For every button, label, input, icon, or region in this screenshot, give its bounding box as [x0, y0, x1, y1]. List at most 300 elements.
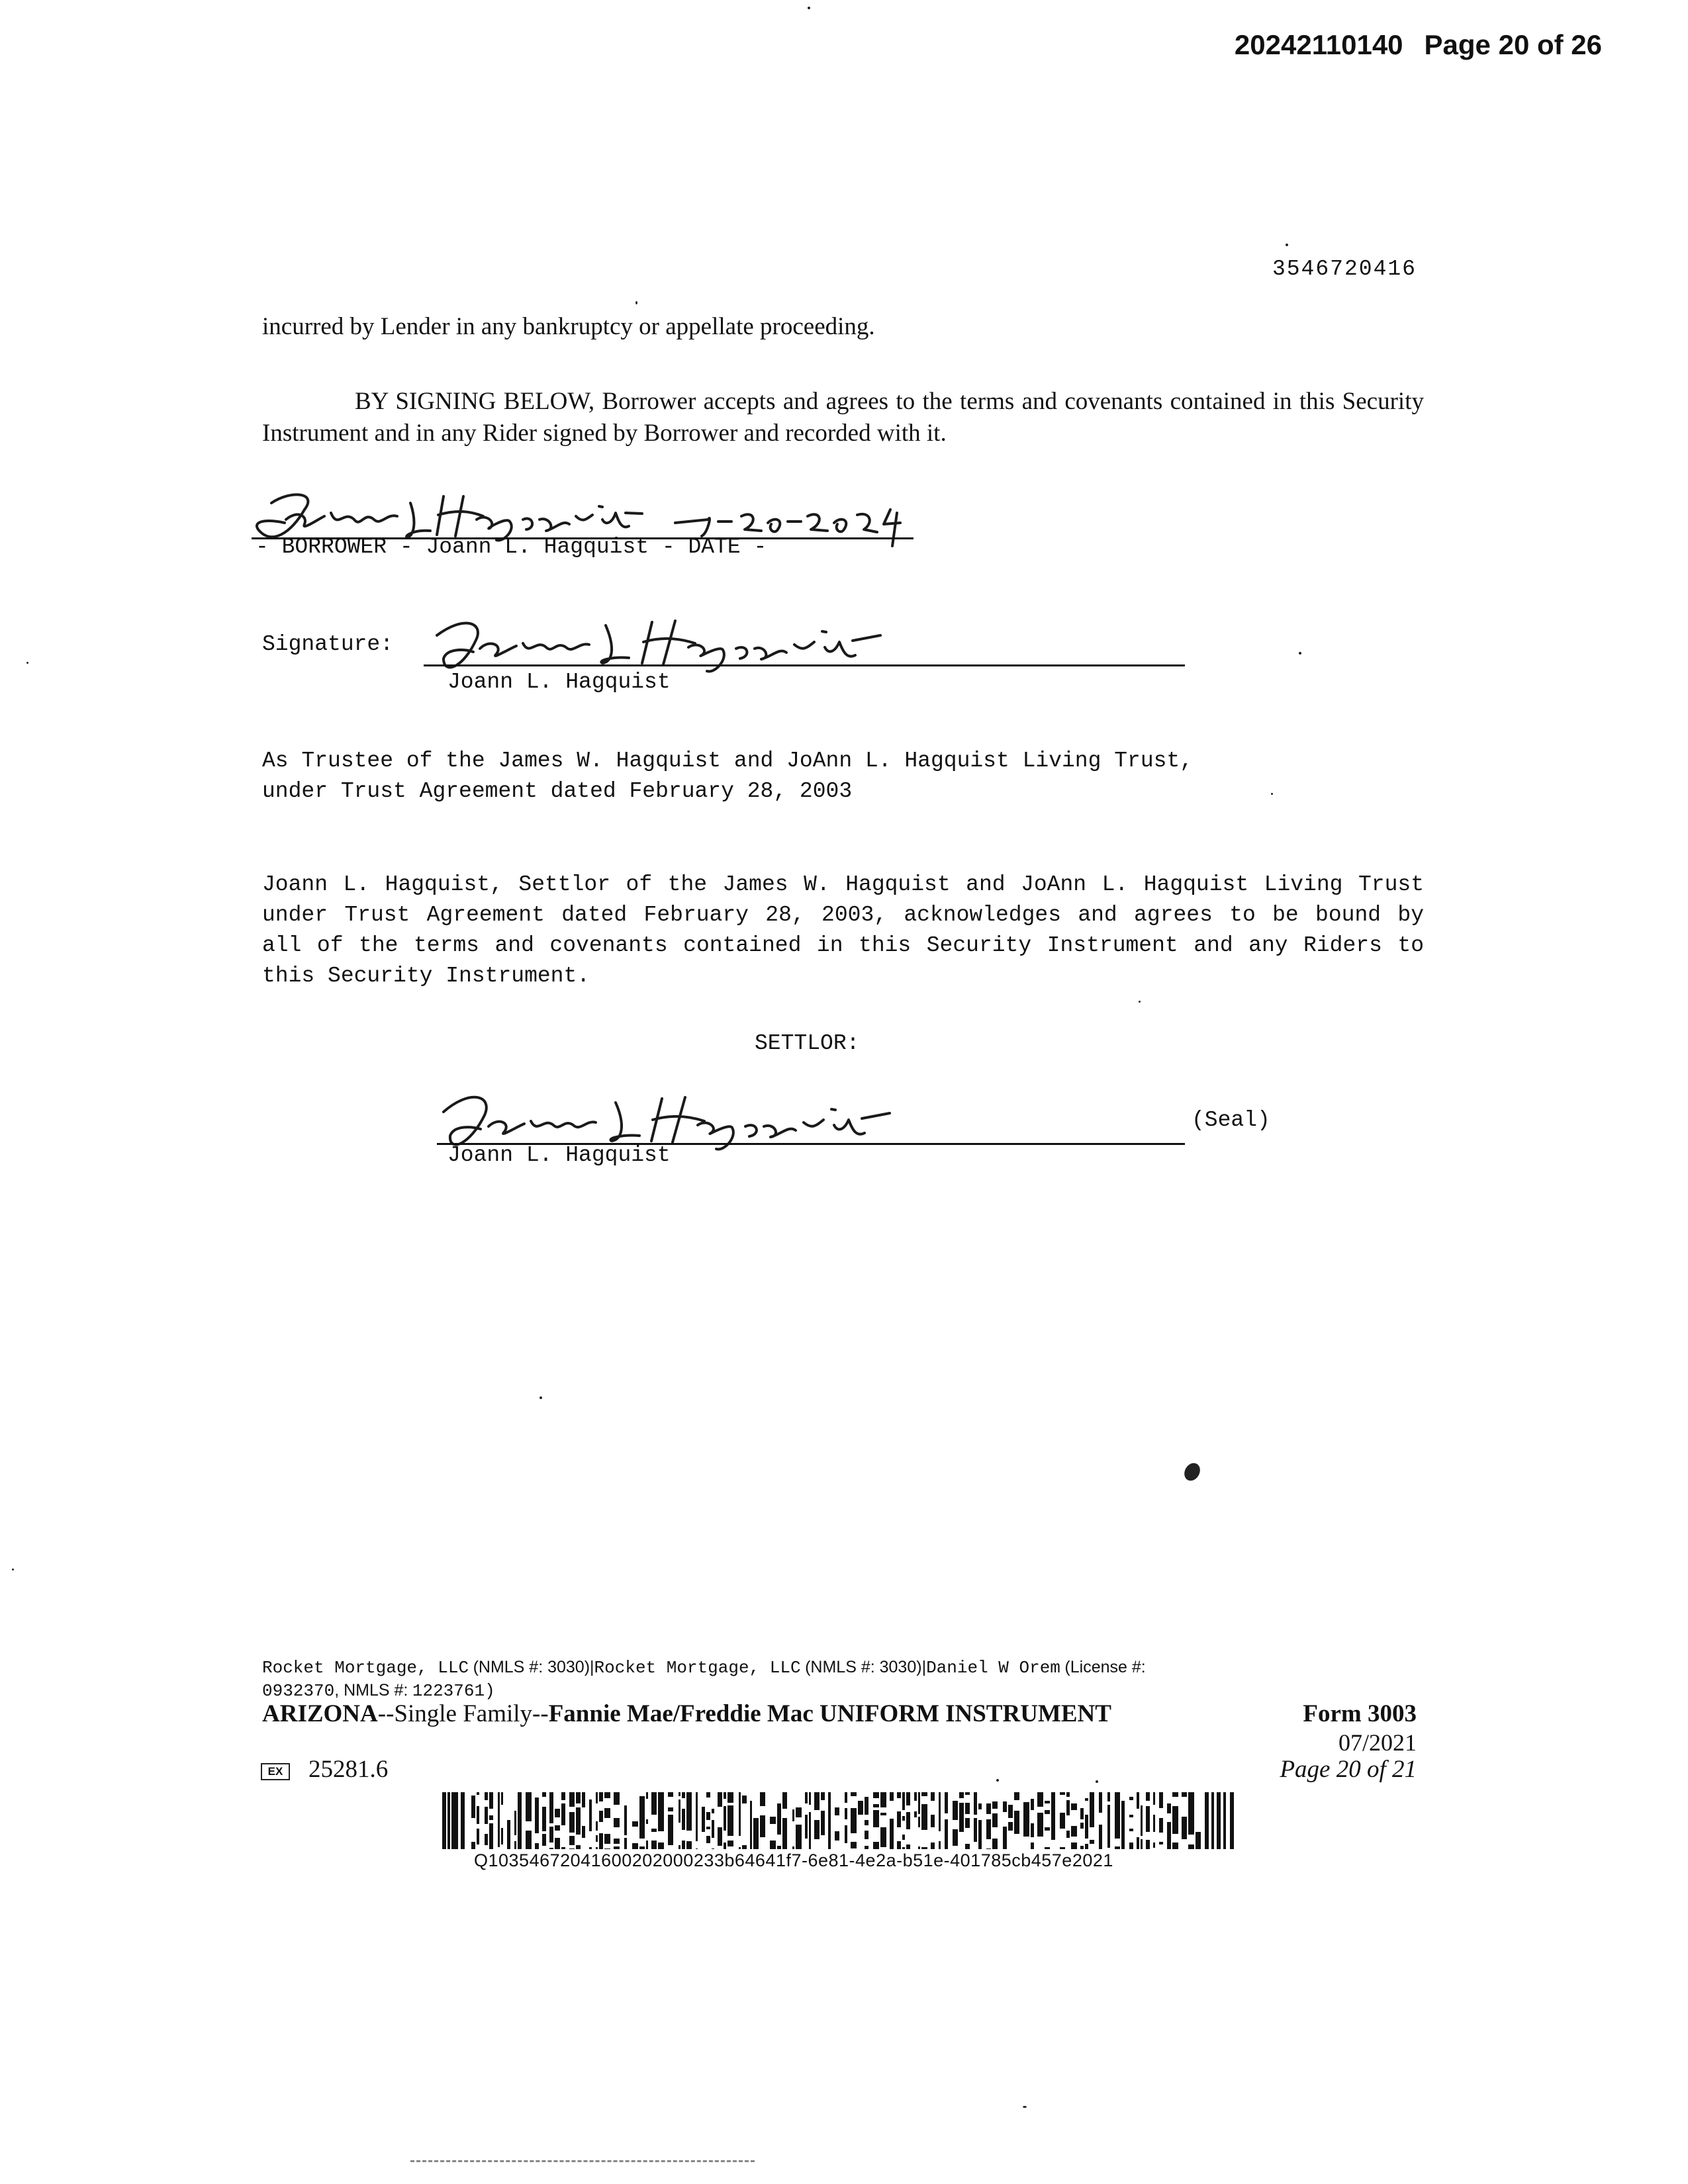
barcode-bar — [1121, 1822, 1125, 1825]
barcode-bar — [753, 1827, 759, 1836]
form-title — [262, 1700, 1111, 1728]
barcode-bar — [1066, 1831, 1070, 1835]
barcode-bar — [599, 1795, 603, 1801]
barcode-bar — [873, 1817, 879, 1827]
barcode-bar — [549, 1830, 553, 1838]
barcode-bar — [782, 1818, 787, 1824]
barcode-bar — [514, 1819, 516, 1825]
barcode-bar — [1099, 1825, 1102, 1835]
barcode-bar — [576, 1827, 581, 1835]
ex-badge-icon: EX — [261, 1763, 290, 1780]
barcode-bar — [1153, 1843, 1155, 1848]
barcode-bar — [1205, 1792, 1209, 1849]
barcode-bar — [639, 1815, 645, 1820]
barcode-bar — [1141, 1839, 1143, 1849]
barcode-bar — [865, 1846, 868, 1848]
barcode-bar — [918, 1825, 920, 1827]
barcode-bar — [992, 1824, 998, 1827]
barcode-bar — [718, 1843, 722, 1846]
barcode-bar — [742, 1845, 747, 1849]
barcode-bar — [549, 1807, 553, 1813]
barcode-bar — [939, 1841, 941, 1849]
form-number: Form 3003 — [1303, 1700, 1417, 1727]
barcode-bar — [1146, 1792, 1150, 1801]
barcode-bar — [1003, 1833, 1007, 1844]
footer-lender-info — [262, 1656, 1427, 1702]
barcode-bar — [712, 1827, 714, 1831]
barcode-bar — [858, 1812, 863, 1815]
barcode-bar — [1031, 1829, 1034, 1837]
barcode-bar — [880, 1795, 886, 1800]
barcode-bar — [809, 1827, 811, 1830]
barcode-bar — [845, 1830, 847, 1835]
barcode-bar — [447, 1792, 450, 1849]
barcode-bar — [1014, 1811, 1019, 1817]
form-title-instrument: Fannie Mae/Freddie Mac UNIFORM INSTRUMENT — [548, 1700, 1111, 1727]
barcode-bar — [526, 1837, 532, 1848]
barcode-bar — [696, 1797, 698, 1806]
barcode-bar — [1085, 1823, 1088, 1827]
barcode-bar — [777, 1803, 781, 1810]
barcode-bar — [835, 1831, 839, 1841]
barcode-bar — [835, 1807, 839, 1815]
barcode-bar — [959, 1812, 964, 1817]
barcode-bar — [696, 1815, 698, 1819]
barcode-bar — [696, 1832, 698, 1836]
barcode-bar — [658, 1792, 664, 1797]
ink-blot — [1181, 1460, 1203, 1483]
barcode-bar — [639, 1829, 645, 1839]
barcode-bar — [851, 1824, 857, 1833]
barcode-bar — [514, 1811, 516, 1819]
barcode-bar — [1129, 1829, 1133, 1831]
barcode-bar — [805, 1792, 808, 1803]
barcode-bar — [518, 1792, 522, 1803]
barcode-bar — [921, 1804, 927, 1807]
barcode-bar — [686, 1818, 692, 1827]
barcode-bar — [596, 1828, 598, 1831]
barcode-bar — [589, 1815, 592, 1825]
barcode-bar — [471, 1813, 475, 1818]
barcode-bar — [1080, 1846, 1084, 1849]
barcode-bar — [1141, 1817, 1143, 1829]
barcode-bar — [1031, 1843, 1034, 1849]
barcode-bar — [750, 1812, 752, 1821]
barcode-bar — [576, 1845, 581, 1849]
barcode-bar — [518, 1809, 522, 1820]
barcode-bar — [526, 1805, 532, 1815]
barcode-bar — [965, 1803, 970, 1809]
barcode-bar — [561, 1819, 565, 1825]
barcode-bar — [485, 1807, 488, 1815]
barcode-bar — [561, 1809, 565, 1819]
barcode-bar — [809, 1812, 811, 1816]
barcode-bar — [604, 1792, 610, 1798]
barcode-bar — [599, 1811, 603, 1822]
originator-nmls-label: , NMLS #: — [334, 1681, 408, 1700]
barcode-bar — [739, 1847, 741, 1849]
barcode-bar — [589, 1825, 592, 1831]
barcode-bar — [485, 1815, 488, 1824]
barcode-bar — [561, 1803, 565, 1809]
barcode-bar — [1051, 1802, 1055, 1812]
barcode-bar — [1066, 1804, 1070, 1815]
barcode-bar — [569, 1824, 575, 1833]
barcode-bar — [1045, 1827, 1050, 1831]
scan-speck — [26, 662, 28, 664]
barcode-bar — [809, 1796, 811, 1805]
barcode-bar — [1090, 1792, 1094, 1801]
barcode-bar — [498, 1797, 500, 1802]
barcode-bar — [668, 1792, 673, 1797]
barcode-bar — [596, 1821, 598, 1828]
barcode-bar — [902, 1792, 905, 1803]
lender-1-name: Rocket Mortgage, LLC — [262, 1658, 469, 1678]
barcode-bar — [1167, 1844, 1171, 1849]
barcode-bar — [1003, 1829, 1007, 1833]
license-label: (License #: — [1064, 1658, 1146, 1676]
barcode-bar — [724, 1806, 726, 1815]
barcode-bar — [485, 1834, 488, 1837]
barcode-bar — [1066, 1800, 1070, 1804]
barcode-bar — [1121, 1801, 1125, 1812]
barcode-bar — [906, 1812, 910, 1819]
barcode-bar — [1099, 1839, 1102, 1849]
barcode-bar — [1196, 1832, 1201, 1836]
barcode-bar — [639, 1805, 645, 1815]
barcode-bar — [821, 1792, 825, 1800]
barcode-bar — [1172, 1846, 1178, 1849]
barcode-bar — [851, 1813, 857, 1824]
barcode-bar — [953, 1833, 958, 1836]
barcode-bar — [986, 1830, 991, 1839]
barcode-bar — [646, 1841, 648, 1844]
barcode-bar — [477, 1829, 479, 1840]
barcode-bar — [931, 1843, 935, 1849]
barcode-bar — [1188, 1797, 1194, 1807]
barcode-bar — [782, 1824, 787, 1829]
barcode-bar — [1159, 1799, 1163, 1808]
barcode-bar — [614, 1792, 620, 1797]
barcode-bar — [1107, 1843, 1110, 1848]
barcode-bar — [1146, 1815, 1150, 1823]
barcode-bar — [760, 1792, 765, 1803]
barcode-bar — [596, 1792, 598, 1799]
barcode-bar — [1037, 1813, 1043, 1823]
barcode-bar — [518, 1827, 522, 1837]
barcode-bar — [814, 1792, 820, 1803]
barcode-bar — [507, 1827, 510, 1829]
barcode-bar — [686, 1805, 692, 1810]
barcode-bar — [646, 1819, 648, 1824]
barcode-bar — [724, 1843, 726, 1849]
barcode-bar — [974, 1818, 977, 1821]
barcode-bar — [1080, 1823, 1084, 1829]
barcode-bar — [498, 1815, 500, 1818]
barcode-bar — [974, 1801, 977, 1808]
barcode-bar — [658, 1843, 664, 1846]
barcode-bar — [880, 1792, 886, 1795]
barcode-bar — [471, 1802, 475, 1805]
barcode-bar — [845, 1796, 847, 1803]
barcode-bar — [782, 1829, 787, 1833]
barcode-bar — [489, 1792, 493, 1799]
barcode-bar — [739, 1792, 741, 1797]
barcode-bar — [931, 1792, 935, 1796]
barcode-bar — [1099, 1835, 1102, 1839]
barcode-bar — [792, 1813, 794, 1821]
barcode-bar — [658, 1797, 664, 1805]
barcode-bar — [1107, 1823, 1110, 1833]
barcode-bar — [724, 1818, 726, 1828]
barcode-bar — [535, 1825, 539, 1833]
barcode-bar — [526, 1792, 532, 1799]
barcode-bar — [939, 1820, 941, 1831]
scan-speck — [1271, 793, 1273, 795]
barcode-bar — [796, 1845, 802, 1849]
barcode-bar — [1188, 1807, 1194, 1812]
barcode-bar — [646, 1792, 648, 1799]
barcode-bar — [1172, 1843, 1178, 1846]
barcode-bar — [796, 1836, 802, 1845]
barcode-bar — [959, 1792, 964, 1798]
barcode-bar — [742, 1796, 747, 1803]
barcode-bar — [518, 1844, 522, 1849]
barcode-bar — [1129, 1843, 1133, 1849]
barcode-bar — [1141, 1805, 1143, 1812]
barcode-bar — [1167, 1835, 1171, 1841]
barcode-bar — [914, 1811, 917, 1817]
barcode-bar — [596, 1835, 598, 1842]
barcode-bar — [727, 1792, 733, 1803]
barcode-bar — [777, 1821, 781, 1824]
barcode-bar — [953, 1801, 958, 1811]
barcode-bar — [582, 1792, 585, 1803]
barcode-bar — [501, 1792, 503, 1796]
barcode-bar — [873, 1804, 879, 1807]
barcode-bar — [1066, 1792, 1070, 1797]
barcode-bar — [712, 1820, 714, 1827]
barcode-bar — [1167, 1822, 1171, 1827]
scan-speck — [1096, 1780, 1098, 1783]
barcode-bar — [992, 1813, 998, 1818]
lender-2-nmls: (NMLS #: 3030) — [805, 1658, 922, 1676]
barcode-bar — [658, 1816, 664, 1822]
barcode-bar — [851, 1808, 857, 1813]
barcode-bar — [1071, 1843, 1077, 1849]
barcode-bar — [1153, 1792, 1155, 1801]
barcode-bar — [845, 1792, 847, 1796]
barcode-bar — [569, 1803, 575, 1807]
barcode-bar — [535, 1797, 539, 1809]
barcode-bar — [542, 1807, 546, 1816]
barcode-bar — [696, 1826, 698, 1832]
barcode-bar — [1172, 1792, 1178, 1797]
barcode-bar — [1121, 1812, 1125, 1822]
closing-paren: ) — [485, 1681, 495, 1701]
barcode-bar — [865, 1808, 868, 1815]
barcode-bar — [569, 1843, 575, 1845]
barcode-bar — [679, 1806, 680, 1813]
barcode-bar — [589, 1799, 592, 1803]
barcode-bar — [792, 1846, 794, 1849]
barcode-bar — [1085, 1836, 1088, 1839]
barcode-bar — [639, 1796, 645, 1805]
barcode-bar — [986, 1803, 991, 1814]
barcode-bar — [624, 1821, 627, 1827]
barcode-bar — [753, 1818, 759, 1827]
trustee-capacity-text: As Trustee of the James W. Hagquist and JoAnn L. Hagquist Living Trust, under Trust Agreement dated February 28, 2003 — [262, 749, 1194, 803]
barcode-bar — [1051, 1820, 1055, 1830]
barcode-bar — [682, 1822, 685, 1830]
barcode-bar — [739, 1831, 741, 1836]
barcode-bar — [604, 1848, 610, 1849]
barcode-bar — [651, 1811, 657, 1815]
barcode-bar — [1008, 1822, 1013, 1826]
barcode-bar — [1037, 1823, 1043, 1826]
barcode-bar — [582, 1803, 585, 1807]
barcode-bar — [777, 1810, 781, 1821]
barcode-bar — [576, 1807, 581, 1817]
barcode-bar — [1159, 1818, 1163, 1822]
barcode-text: Q10354672041600202000233b64641f7-6e81-4e2a-b51e-401785cb457e2021 — [474, 1850, 1113, 1870]
barcode-bar — [1031, 1823, 1034, 1826]
barcode-bar — [658, 1822, 664, 1831]
barcode-bar — [959, 1817, 964, 1829]
barcode-bar — [921, 1817, 927, 1824]
barcode-bar — [471, 1805, 475, 1813]
barcode-bar — [686, 1792, 692, 1802]
barcode-bar — [921, 1807, 927, 1817]
barcode-bar — [718, 1801, 722, 1807]
barcode-bar — [1031, 1826, 1034, 1829]
barcode-bar — [865, 1797, 868, 1808]
barcode-bar — [1085, 1815, 1088, 1823]
barcode-bar — [706, 1812, 710, 1820]
barcode-bar — [542, 1843, 546, 1846]
barcode-bar — [805, 1815, 808, 1823]
barcode-bar — [880, 1813, 886, 1815]
barcode-bar — [686, 1802, 692, 1805]
form-code: 25281.6 — [308, 1756, 389, 1783]
barcode-bar — [489, 1833, 493, 1844]
barcode-bar — [828, 1811, 831, 1820]
barcode-bar — [569, 1836, 575, 1843]
loan-number: 3546720416 — [1272, 257, 1417, 281]
barcode-bar — [489, 1844, 493, 1849]
barcode-bar — [686, 1841, 692, 1849]
barcode-bar — [921, 1824, 927, 1830]
barcode-bar — [604, 1834, 610, 1841]
barcode-bar — [498, 1826, 500, 1829]
barcode-bar — [501, 1796, 503, 1805]
form-date: 07/2021 — [1338, 1729, 1417, 1756]
scan-edge-mark — [410, 2160, 755, 2162]
barcode-bar — [828, 1803, 831, 1811]
barcode-bar — [549, 1827, 553, 1830]
barcode-bar — [596, 1847, 598, 1849]
barcode-bar — [518, 1803, 522, 1809]
barcode-bar — [1071, 1803, 1077, 1810]
barcode-bar — [1014, 1820, 1019, 1825]
barcode-bar — [902, 1847, 905, 1849]
barcode-bar — [918, 1803, 920, 1814]
barcode-bar — [624, 1838, 627, 1843]
settlor-label: SETTLOR: — [755, 1031, 860, 1056]
barcode-bar — [1003, 1827, 1007, 1829]
barcode-bar — [599, 1839, 603, 1849]
barcode-bar — [959, 1803, 964, 1812]
barcode-bar — [651, 1829, 657, 1832]
body-paragraph-1: incurred by Lender in any bankruptcy or appellate proceeding. — [262, 313, 875, 340]
barcode-bar — [890, 1831, 894, 1841]
barcode-bar — [770, 1817, 776, 1819]
barcode-bar — [582, 1826, 585, 1831]
barcode-bar — [718, 1792, 722, 1801]
barcode-bar — [906, 1819, 910, 1825]
barcode-bar — [914, 1792, 917, 1801]
barcode-bar — [702, 1820, 705, 1829]
barcode-bar — [809, 1830, 811, 1836]
barcode-bar — [471, 1796, 475, 1802]
barcode-bar — [706, 1836, 710, 1843]
barcode-bar — [770, 1841, 776, 1849]
barcode-bar — [549, 1848, 553, 1849]
scan-speck — [635, 301, 637, 304]
barcode-bar — [696, 1836, 698, 1841]
barcode-bar — [651, 1792, 657, 1803]
barcode-bar — [978, 1839, 982, 1849]
barcode-bar — [599, 1833, 603, 1839]
barcode-bar — [821, 1811, 825, 1821]
barcode-bar — [792, 1809, 794, 1813]
barcode-bar — [526, 1815, 532, 1821]
barcode-bar — [978, 1803, 982, 1809]
barcode-bar — [1230, 1792, 1234, 1849]
barcode-bar — [1211, 1792, 1214, 1849]
barcode-bar — [953, 1811, 958, 1820]
barcode-bar — [821, 1833, 825, 1835]
barcode-bar — [686, 1810, 692, 1818]
barcode-bar — [992, 1805, 998, 1809]
barcode-bar — [1196, 1847, 1201, 1849]
barcode-bar — [569, 1819, 575, 1824]
barcode-bar — [821, 1829, 825, 1833]
barcode-bar — [902, 1816, 905, 1821]
barcode-bar — [442, 1792, 446, 1849]
barcode-bar — [1121, 1844, 1125, 1849]
barcode-bar — [549, 1838, 553, 1843]
barcode-bar — [576, 1817, 581, 1827]
barcode-bar — [1107, 1792, 1110, 1801]
barcode-bar — [702, 1829, 705, 1832]
scan-speck — [1023, 2106, 1027, 2108]
barcode-bar — [639, 1820, 645, 1829]
barcode-bar — [1085, 1798, 1088, 1801]
barcode-bar — [1060, 1813, 1065, 1819]
scan-speck — [12, 1569, 14, 1570]
barcode-bar — [1153, 1822, 1155, 1832]
barcode-bar — [1141, 1812, 1143, 1817]
barcode-bar — [890, 1792, 894, 1801]
barcode-bar — [945, 1846, 948, 1849]
barcode-bar — [1172, 1811, 1178, 1814]
barcode-bar — [639, 1846, 645, 1849]
barcode-bar — [679, 1845, 680, 1849]
barcode-bar — [498, 1844, 500, 1847]
barcode-bar — [1014, 1817, 1019, 1820]
barcode-bar — [498, 1811, 500, 1815]
